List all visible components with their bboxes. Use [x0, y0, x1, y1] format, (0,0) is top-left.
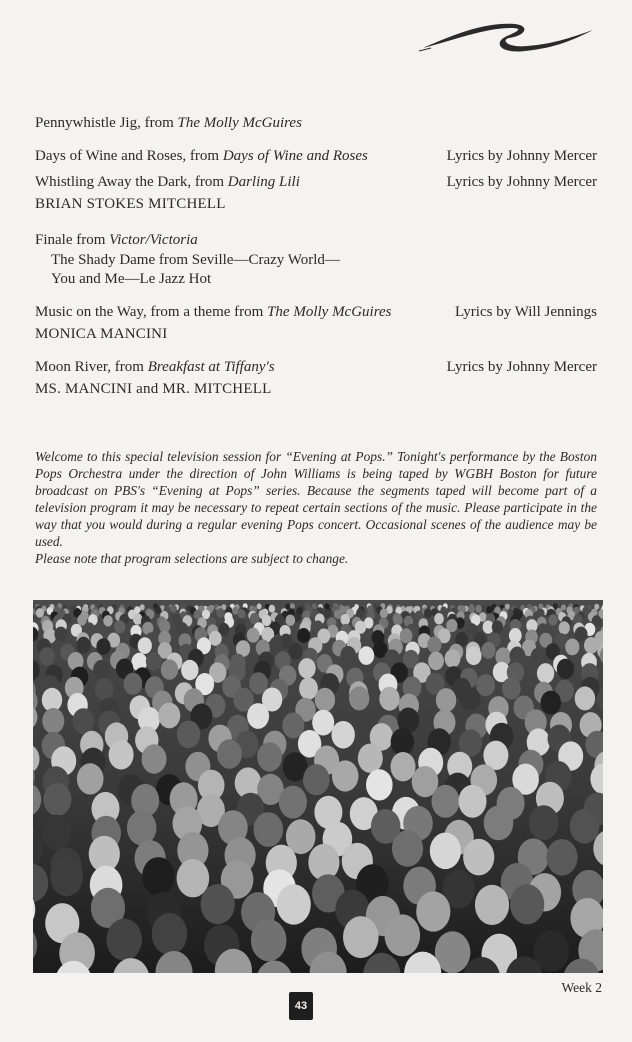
performer-name: MONICA MANCINI — [35, 326, 168, 342]
swoosh-logo-icon — [415, 14, 595, 58]
medley-line: The Shady Dame from Seville—Crazy World— — [51, 252, 340, 268]
audience-photo — [33, 600, 603, 973]
program-group — [35, 301, 597, 345]
program-item: Pennywhistle Jig, from The Molly McGuires — [35, 115, 302, 131]
program-group — [35, 145, 597, 215]
lyrics-credit: Lyrics by Will Jennings — [454, 304, 597, 320]
program-listing — [35, 112, 597, 411]
notice-paragraph: Welcome to this special television session for “Evening at Pops.” Tonight's performance by the Boston Pops Orchestra under the direction of John Williams is being taped by WGBH Boston for future broadcast on PBS's “Evening at Pops” series. Because the segments taped will become part of a television program it may be necessary to repeat certain sections of the music. Please participate in the way that you would during a regular evening Pops concert. Occasional scenes of the audience may be used. — [35, 449, 597, 549]
program-item: Music on the Way, from a theme from The Molly McGuires Lyrics by Will Jennings — [35, 301, 597, 323]
page-number: 43 — [289, 992, 313, 1020]
work-title: Darling Lili — [227, 174, 300, 190]
work-title: Days of Wine and Roses — [222, 148, 368, 164]
program-item: Moon River, from Breakfast at Tiffany's Lyrics by Johnny Mercer — [35, 356, 597, 378]
work-title: Victor/Victoria — [109, 232, 198, 248]
program-group — [35, 356, 597, 400]
notice-change-note: Please note that program selections are subject to change. — [35, 551, 349, 566]
work-title: The Molly McGuires — [267, 304, 392, 320]
work-title: The Molly McGuires — [177, 115, 302, 131]
week-label: Week 2 — [561, 980, 602, 995]
work-title: Breakfast at Tiffany's — [147, 359, 275, 375]
performer-name: MS. MANCINI and MR. MITCHELL — [35, 381, 272, 397]
medley-line: You and Me—Le Jazz Hot — [51, 271, 212, 287]
taping-notice — [35, 448, 597, 567]
lyrics-credit: Lyrics by Johnny Mercer — [446, 174, 597, 190]
lyrics-credit: Lyrics by Johnny Mercer — [446, 359, 597, 375]
program-item: Whistling Away the Dark, from Darling Lili Lyrics by Johnny Mercer — [35, 171, 597, 193]
performer-name: BRIAN STOKES MITCHELL — [35, 196, 226, 212]
program-item: Days of Wine and Roses, from Days of Wine and Roses Lyrics by Johnny Mercer — [35, 145, 597, 167]
lyrics-credit: Lyrics by Johnny Mercer — [446, 148, 597, 164]
program-item: Finale from Victor/Victoria The Shady Dame from Seville—Crazy World— You and Me—Le Jazz Hot — [35, 229, 597, 289]
